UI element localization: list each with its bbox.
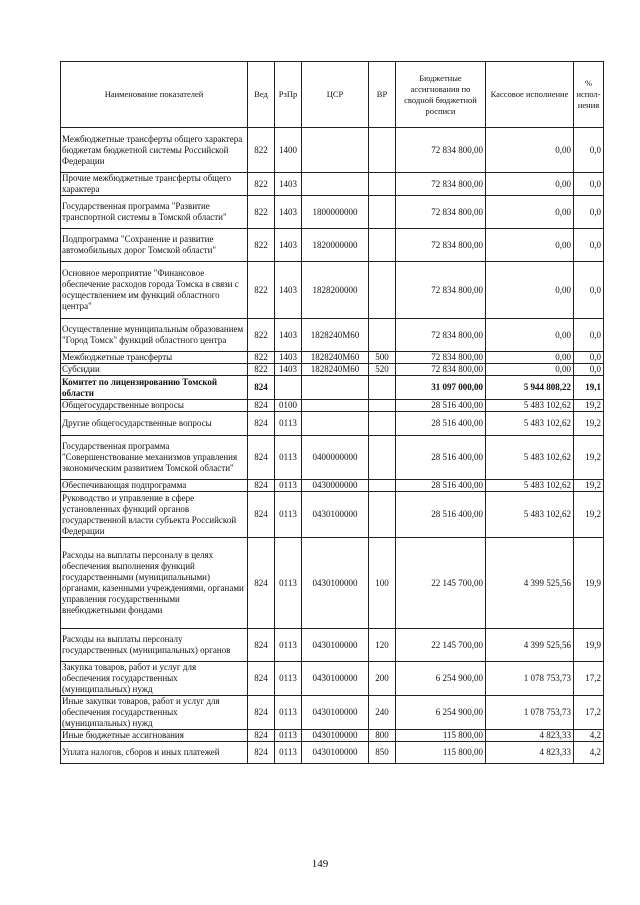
cell-budget: 115 800,00 [396,730,486,742]
cell-ved: 822 [248,364,275,376]
header-vr: ВР [369,62,396,128]
cell-ved: 824 [248,742,275,764]
cell-rzpr: 1403 [275,364,302,376]
cell-name: Межбюджетные трансферты [61,352,248,364]
cell-rzpr: 1403 [275,173,302,196]
cell-vr [369,492,396,538]
cell-pct: 0,0 [574,364,604,376]
cell-budget: 28 516 400,00 [396,412,486,436]
cell-rzpr: 0113 [275,480,302,492]
cell-ved: 824 [248,492,275,538]
cell-name: Иные бюджетные ассигнования [61,730,248,742]
table-row [61,262,604,319]
cell-pct: 0,0 [574,128,604,173]
cell-rzpr: 0113 [275,742,302,764]
cell-csr: 0430100000 [302,629,369,662]
cell-pct: 0,0 [574,229,604,262]
cell-cash: 5 483 102,62 [486,400,574,412]
cell-ved: 822 [248,196,275,229]
cell-vr [369,196,396,229]
header-budget: Бюджетные ассигнования по сводной бюджетной росписи [396,62,486,128]
cell-csr: 1800000000 [302,196,369,229]
cell-budget: 28 516 400,00 [396,480,486,492]
cell-name: Руководство и управление в сфере установленных функций органов государственной власти субъекта Российской Федерации [61,492,248,538]
cell-budget: 72 834 800,00 [396,229,486,262]
cell-name: Обеспечивающая подпрограмма [61,480,248,492]
cell-pct: 19,2 [574,412,604,436]
cell-budget: 115 800,00 [396,742,486,764]
cell-cash: 0,00 [486,128,574,173]
cell-rzpr: 0113 [275,696,302,730]
cell-vr: 500 [369,352,396,364]
table-row [61,538,604,629]
table-row [61,319,604,352]
cell-pct: 17,2 [574,696,604,730]
cell-name: Межбюджетные трансферты общего характера бюджетам бюджетной системы Российской Федерации [61,128,248,173]
cell-ved: 822 [248,229,275,262]
cell-name: Расходы на выплаты персоналу государственных (муниципальных) органов [61,629,248,662]
cell-rzpr: 0113 [275,662,302,696]
table-row [61,480,604,492]
table-row [61,128,604,173]
cell-csr: 0430100000 [302,492,369,538]
cell-ved: 822 [248,262,275,319]
cell-cash: 5 483 102,62 [486,492,574,538]
cell-csr: 1820000000 [302,229,369,262]
table-row [61,629,604,662]
cell-csr: 1828200000 [302,262,369,319]
header-cash: Кассовое исполнение [486,62,574,128]
cell-cash: 0,00 [486,352,574,364]
cell-ved: 822 [248,352,275,364]
cell-vr [369,376,396,400]
cell-name: Государственная программа "Развитие транспортной системы в Томской области" [61,196,248,229]
cell-pct: 0,0 [574,196,604,229]
cell-csr [302,400,369,412]
cell-rzpr: 1403 [275,229,302,262]
table-row [61,400,604,412]
table-row [61,364,604,376]
budget-table-sheet [60,61,603,764]
cell-cash: 0,00 [486,173,574,196]
cell-ved: 824 [248,376,275,400]
cell-cash: 4 399 525,56 [486,538,574,629]
cell-cash: 5 944 808,22 [486,376,574,400]
cell-ved: 824 [248,696,275,730]
cell-name: Подпрограмма "Сохранение и развитие автомобильных дорог Томской области" [61,229,248,262]
cell-rzpr: 1403 [275,352,302,364]
cell-name: Иные закупки товаров, работ и услуг для обеспечения государственных (муниципальных) нужд [61,696,248,730]
cell-vr [369,128,396,173]
cell-ved: 822 [248,319,275,352]
cell-csr: 0430100000 [302,662,369,696]
cell-csr: 0430100000 [302,696,369,730]
cell-rzpr: 0113 [275,436,302,480]
cell-pct: 4,2 [574,742,604,764]
cell-csr: 1828240М60 [302,319,369,352]
table-row [61,492,604,538]
cell-cash: 5 483 102,62 [486,412,574,436]
cell-budget: 72 834 800,00 [396,128,486,173]
cell-vr: 520 [369,364,396,376]
cell-ved: 824 [248,730,275,742]
cell-budget: 22 145 700,00 [396,629,486,662]
cell-name: Закупка товаров, работ и услуг для обеспечения государственных (муниципальных) нужд [61,662,248,696]
cell-cash: 0,00 [486,262,574,319]
table-body [61,128,604,764]
table-row [61,742,604,764]
cell-rzpr: 0113 [275,730,302,742]
table-row [61,412,604,436]
cell-pct: 4,2 [574,730,604,742]
cell-cash: 0,00 [486,196,574,229]
cell-csr [302,376,369,400]
cell-ved: 824 [248,436,275,480]
cell-csr: 1828240М60 [302,364,369,376]
cell-pct: 0,0 [574,319,604,352]
cell-vr: 100 [369,538,396,629]
table-row [61,173,604,196]
table-row [61,352,604,364]
cell-name: Основное мероприятие "Финансовое обеспечение расходов города Томска в связи с осуществлением им функций областного центра" [61,262,248,319]
cell-name: Комитет по лицензированию Томской области [61,376,248,400]
cell-name: Общегосударственные вопросы [61,400,248,412]
cell-budget: 72 834 800,00 [396,262,486,319]
cell-rzpr [275,376,302,400]
cell-name: Субсидии [61,364,248,376]
cell-vr: 120 [369,629,396,662]
cell-rzpr: 0113 [275,412,302,436]
cell-budget: 28 516 400,00 [396,492,486,538]
cell-ved: 824 [248,662,275,696]
cell-vr [369,173,396,196]
cell-rzpr: 1400 [275,128,302,173]
table-row [61,436,604,480]
cell-budget: 31 097 000,00 [396,376,486,400]
cell-budget: 72 834 800,00 [396,173,486,196]
cell-pct: 0,0 [574,352,604,364]
cell-vr: 200 [369,662,396,696]
cell-vr [369,400,396,412]
cell-rzpr: 0100 [275,400,302,412]
cell-csr: 0430100000 [302,538,369,629]
cell-cash: 4 823,33 [486,730,574,742]
cell-rzpr: 1403 [275,196,302,229]
cell-ved: 824 [248,480,275,492]
cell-budget: 72 834 800,00 [396,352,486,364]
cell-vr: 800 [369,730,396,742]
cell-csr: 0430100000 [302,730,369,742]
cell-vr [369,436,396,480]
cell-pct: 19,9 [574,629,604,662]
cell-vr [369,480,396,492]
cell-pct: 0,0 [574,262,604,319]
cell-cash: 5 483 102,62 [486,436,574,480]
cell-budget: 28 516 400,00 [396,400,486,412]
cell-name: Уплата налогов, сборов и иных платежей [61,742,248,764]
table-row [61,376,604,400]
cell-pct: 19,2 [574,400,604,412]
cell-budget: 6 254 900,00 [396,696,486,730]
cell-vr [369,319,396,352]
cell-vr [369,229,396,262]
cell-cash: 5 483 102,62 [486,480,574,492]
cell-name: Другие общегосударственные вопросы [61,412,248,436]
cell-pct: 0,0 [574,173,604,196]
cell-csr [302,412,369,436]
cell-name: Осуществление муниципальным образованием "Город Томск" функций областного центра [61,319,248,352]
cell-cash: 4 399 525,56 [486,629,574,662]
cell-name: Расходы на выплаты персоналу в целях обеспечения выполнения функций государственными (муниципальными) органами, казенными учреждениями, органами управления государственными внебюджетными фондами [61,538,248,629]
cell-budget: 6 254 900,00 [396,662,486,696]
cell-cash: 4 823,33 [486,742,574,764]
cell-pct: 19,1 [574,376,604,400]
cell-vr [369,262,396,319]
cell-csr [302,173,369,196]
table-row [61,196,604,229]
cell-rzpr: 0113 [275,538,302,629]
cell-pct: 19,2 [574,480,604,492]
cell-pct: 17,2 [574,662,604,696]
table-row [61,662,604,696]
cell-ved: 824 [248,629,275,662]
header-pct: % испол-нения [574,62,604,128]
table-row [61,229,604,262]
header-ved: Вед [248,62,275,128]
cell-budget: 72 834 800,00 [396,196,486,229]
cell-name: Прочие межбюджетные трансферты общего характера [61,173,248,196]
cell-budget: 22 145 700,00 [396,538,486,629]
cell-cash: 1 078 753,73 [486,662,574,696]
cell-pct: 19,2 [574,492,604,538]
cell-vr: 240 [369,696,396,730]
cell-rzpr: 1403 [275,262,302,319]
cell-ved: 822 [248,173,275,196]
page-number: 149 [311,858,329,870]
cell-vr: 850 [369,742,396,764]
cell-ved: 822 [248,128,275,173]
cell-pct: 19,9 [574,538,604,629]
cell-budget: 72 834 800,00 [396,364,486,376]
table-row [61,696,604,730]
cell-cash: 1 078 753,73 [486,696,574,730]
cell-ved: 824 [248,538,275,629]
header-csr: ЦСР [302,62,369,128]
table-row [61,730,604,742]
cell-ved: 824 [248,412,275,436]
cell-cash: 0,00 [486,319,574,352]
table-header-row [61,62,604,128]
cell-csr [302,128,369,173]
header-name: Наименование показателей [61,62,248,128]
cell-rzpr: 1403 [275,319,302,352]
cell-ved: 824 [248,400,275,412]
cell-csr: 0400000000 [302,436,369,480]
cell-budget: 72 834 800,00 [396,319,486,352]
cell-budget: 28 516 400,00 [396,436,486,480]
cell-csr: 1828240М60 [302,352,369,364]
cell-rzpr: 0113 [275,629,302,662]
header-rzpr: РзПр [275,62,302,128]
budget-table [60,61,604,764]
cell-name: Государственная программа "Совершенствование механизмов управления экономическим развитием Томской области" [61,436,248,480]
cell-pct: 19,2 [574,436,604,480]
cell-cash: 0,00 [486,364,574,376]
cell-csr: 0430000000 [302,480,369,492]
cell-vr [369,412,396,436]
cell-cash: 0,00 [486,229,574,262]
cell-csr: 0430100000 [302,742,369,764]
cell-rzpr: 0113 [275,492,302,538]
